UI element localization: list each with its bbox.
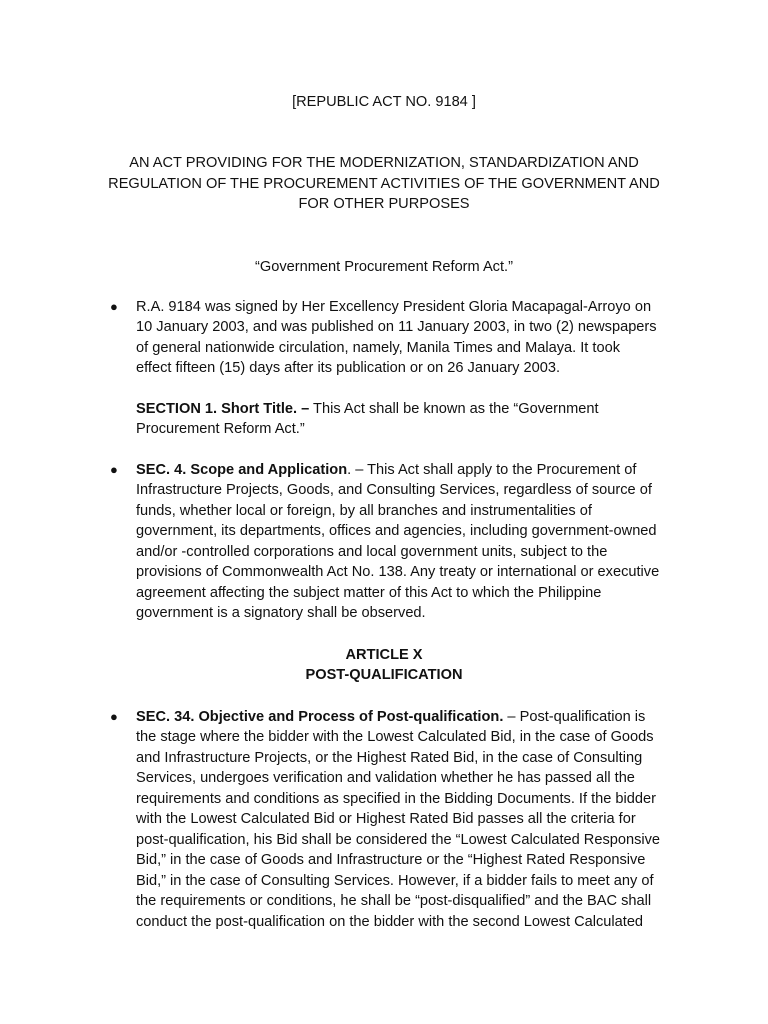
sec-4-line: provisions of Commonwealth Act No. 138. Any treaty or international or executive: [136, 564, 660, 581]
sec-4-line: Infrastructure Projects, Goods, and Consulting Services, regardless of source of: [136, 482, 652, 499]
section-1: [136, 399, 686, 440]
sec-34-line: the requirements or conditions, he shall be “post-disqualified” and the BAC shall: [136, 893, 652, 910]
ra-info-line: effect fifteen (15) days after its publication or on 26 January 2003.: [136, 360, 561, 377]
act-title-line: REGULATION OF THE PROCUREMENT ACTIVITIES OF THE GOVERNMENT AND: [108, 175, 660, 192]
act-title-line: FOR OTHER PURPOSES: [298, 196, 470, 213]
sec-34-line: with the Lowest Calculated Bid or Highest Rated Bid passes all the criteria for: [136, 811, 636, 828]
ra-info-bullet: [110, 297, 686, 379]
sec-4-bullet: [110, 460, 686, 624]
section-1-line: Procurement Reform Act.”: [136, 421, 305, 438]
sec-4-line: and/or -controlled corporations and local government units, subject to the: [136, 543, 608, 560]
section-1-line: [136, 399, 686, 419]
bullet-icon: ●: [110, 299, 118, 314]
act-number: [REPUBLIC ACT NO. 9184 ]: [292, 94, 476, 110]
bullet-icon: ●: [110, 709, 118, 724]
sec-34-line: the stage where the bidder with the Lowest Calculated Bid, in the case of Goods: [136, 729, 654, 746]
sec-34-bullet: [110, 707, 686, 932]
sec-34-line: Bid,” in the case of Goods and Infrastructure or the “Highest Rated Responsive: [136, 852, 646, 869]
section-1-text: This Act shall be known as the “Government: [309, 401, 599, 417]
ra-info-line: 10 January 2003, and was published on 11 January 2003, in two (2) newspapers: [136, 319, 657, 336]
sec-34-line: Bid,” in the case of Consulting Services. However, if a bidder fails to meet any of: [136, 872, 654, 889]
article-title: POST-QUALIFICATION: [305, 667, 463, 683]
sec-4-line: agreement affecting the subject matter of this Act to which the Philippine: [136, 584, 602, 601]
sec-34-line: requirements and conditions as specified in the Bidding Documents. If the bidder: [136, 790, 657, 807]
sec-34-line: post-qualification, his Bid shall be considered the “Lowest Calculated Responsive: [136, 831, 661, 848]
sec-34-line: Services, undergoes verification and validation whether he has passed all the: [136, 770, 635, 787]
sec-4-line: government, its departments, offices and agencies, including government-owned: [136, 523, 657, 540]
sec-34-line: conduct the post-qualification on the bidder with the second Lowest Calculated: [136, 913, 644, 930]
sec-4-text: . – This Act shall apply to the Procurement of: [347, 462, 637, 478]
bullet-icon: ●: [110, 462, 118, 477]
ra-info-line: of general nationwide circulation, namely, Manila Times and Malaya. It took: [136, 339, 621, 356]
act-short-name: “Government Procurement Reform Act.”: [255, 259, 513, 275]
sec-4-line: [136, 460, 686, 480]
sec-34-line: and Infrastructure Projects, or the Highest Rated Bid, in the case of Consulting: [136, 749, 643, 766]
sec-34-label: SEC. 34. Objective and Process of Post-qualification.: [136, 709, 504, 725]
act-title: [90, 153, 678, 215]
sec-4-label: SEC. 4. Scope and Application: [136, 462, 348, 478]
sec-34-text: – Post-qualification is: [503, 709, 646, 725]
sec-4-line: funds, whether local or foreign, by all branches and instrumentalities of: [136, 502, 592, 519]
sec-34-line: [136, 707, 686, 727]
article-number: ARTICLE X: [345, 647, 423, 663]
section-1-label: SECTION 1. Short Title. –: [136, 401, 310, 417]
act-title-line: AN ACT PROVIDING FOR THE MODERNIZATION, STANDARDIZATION AND: [129, 155, 639, 171]
ra-info-line: R.A. 9184 was signed by Her Excellency President Gloria Macapagal-Arroyo on: [136, 299, 652, 315]
sec-4-line: government is a signatory shall be observed.: [136, 605, 426, 622]
